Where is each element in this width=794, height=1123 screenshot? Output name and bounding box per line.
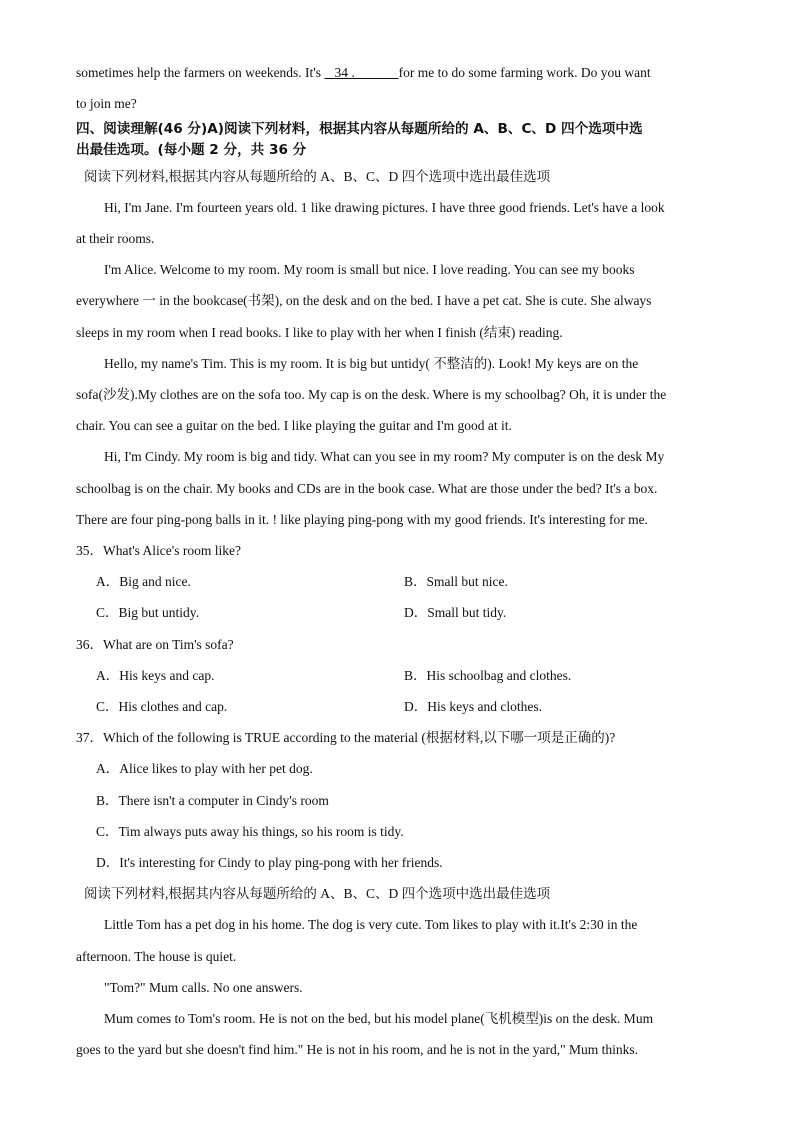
section-heading-line-2: 出最佳选项。(每小题 2 分，共 36 分 — [76, 142, 307, 158]
passage-a-p2-l1: I'm Alice. Welcome to my room. My room is small but nice. I love reading. You can see my books — [104, 262, 635, 277]
instruction-b: 阅读下列材料,根据其内容从每题所给的 A、B、C、D 四个选项中选出最佳选项 — [84, 886, 551, 901]
passage-a-p4-l1: Hi, I'm Cindy. My room is big and tidy. What can you see in my room? My computer is on the desk My — [104, 449, 665, 464]
passage-b-p2-l1: "Tom?" Mum calls. No one answers. — [104, 980, 303, 995]
passage-a-p1-l2: at their rooms. — [76, 231, 155, 246]
continuation-text-before: sometimes help the farmers on weekends. It's — [76, 65, 321, 80]
question-37-option-d[interactable]: D．It's interesting for Cindy to play ping-pong with her friends. — [96, 855, 443, 870]
passage-a-p3-l1: Hello, my name's Tim. This is my room. It is big but untidy( 不整洁的). Look! My keys are on the — [104, 356, 639, 371]
passage-a-p2-l2: everywhere 一 in the bookcase(书架), on the desk and on the bed. I have a pet cat. She is cute. She always — [76, 293, 652, 308]
question-35-stem: 35．What's Alice's room like? — [76, 543, 241, 558]
question-37-option-a[interactable]: A．Alice likes to play with her pet dog. — [96, 761, 313, 776]
question-35-option-c[interactable]: C．Big but untidy. — [96, 605, 200, 620]
question-36-option-b[interactable]: B．His schoolbag and clothes. — [404, 668, 572, 683]
passage-a-p3-l3: chair. You can see a guitar on the bed. I like playing the guitar and I'm good at it. — [76, 418, 512, 433]
question-36-stem: 36．What are on Tim's sofa? — [76, 637, 234, 652]
passage-a-p4-l2: schoolbag is on the chair. My books and CDs are in the book case. What are those under the bed? It's a box. — [76, 481, 658, 496]
continuation-line-1 — [76, 65, 651, 81]
question-36-option-a[interactable]: A．His keys and cap. — [96, 668, 215, 683]
question-37-stem: 37．Which of the following is TRUE according to the material (根据材料,以下哪一项是正确的)? — [76, 730, 616, 745]
continuation-line-2: to join me? — [76, 96, 137, 111]
passage-b-p1-l2: afternoon. The house is quiet. — [76, 949, 237, 964]
question-36-option-c[interactable]: C．His clothes and cap. — [96, 699, 228, 714]
question-35-option-b[interactable]: B．Small but nice. — [404, 574, 508, 589]
blank-34: 34 . — [324, 65, 399, 80]
question-37-option-b[interactable]: B．There isn't a computer in Cindy's room — [96, 793, 329, 808]
section-heading-line-1: 四、阅读理解(46 分)A)阅读下列材料，根据其内容从每题所给的 A、B、C、D 四个选项中选 — [76, 121, 643, 137]
question-37-option-c[interactable]: C．Tim always puts away his things, so his room is tidy. — [96, 824, 404, 839]
passage-a-p4-l3: There are four ping-pong balls in it. ! like playing ping-pong with my good friends. It's interesting for me. — [76, 512, 648, 527]
question-36-option-d[interactable]: D．His keys and clothes. — [404, 699, 542, 714]
question-35-option-a[interactable]: A．Big and nice. — [96, 574, 191, 589]
passage-a-p1-l1: Hi, I'm Jane. I'm fourteen years old. 1 like drawing pictures. I have three good friends. Let's have a look — [104, 200, 665, 215]
passage-b-p3-l2: goes to the yard but she doesn't find him." He is not in his room, and he is not in the yard," Mum thinks. — [76, 1042, 639, 1057]
passage-b-p3-l1: Mum comes to Tom's room. He is not on the bed, but his model plane(飞机模型)is on the desk. Mum — [104, 1011, 654, 1026]
passage-b-p1-l1: Little Tom has a pet dog in his home. The dog is very cute. Tom likes to play with it.It's 2:30 in the — [104, 917, 638, 932]
instruction-a: 阅读下列材料,根据其内容从每题所给的 A、B、C、D 四个选项中选出最佳选项 — [84, 169, 551, 184]
continuation-text-after: for me to do some farming work. Do you want — [398, 65, 651, 80]
passage-a-p2-l3: sleeps in my room when I read books. I like to play with her when I finish (结束) reading. — [76, 325, 563, 340]
question-35-option-d[interactable]: D．Small but tidy. — [404, 605, 507, 620]
passage-a-p3-l2: sofa(沙发).My clothes are on the sofa too. My cap is on the desk. Where is my schoolbag? Oh, it is under the — [76, 387, 667, 402]
